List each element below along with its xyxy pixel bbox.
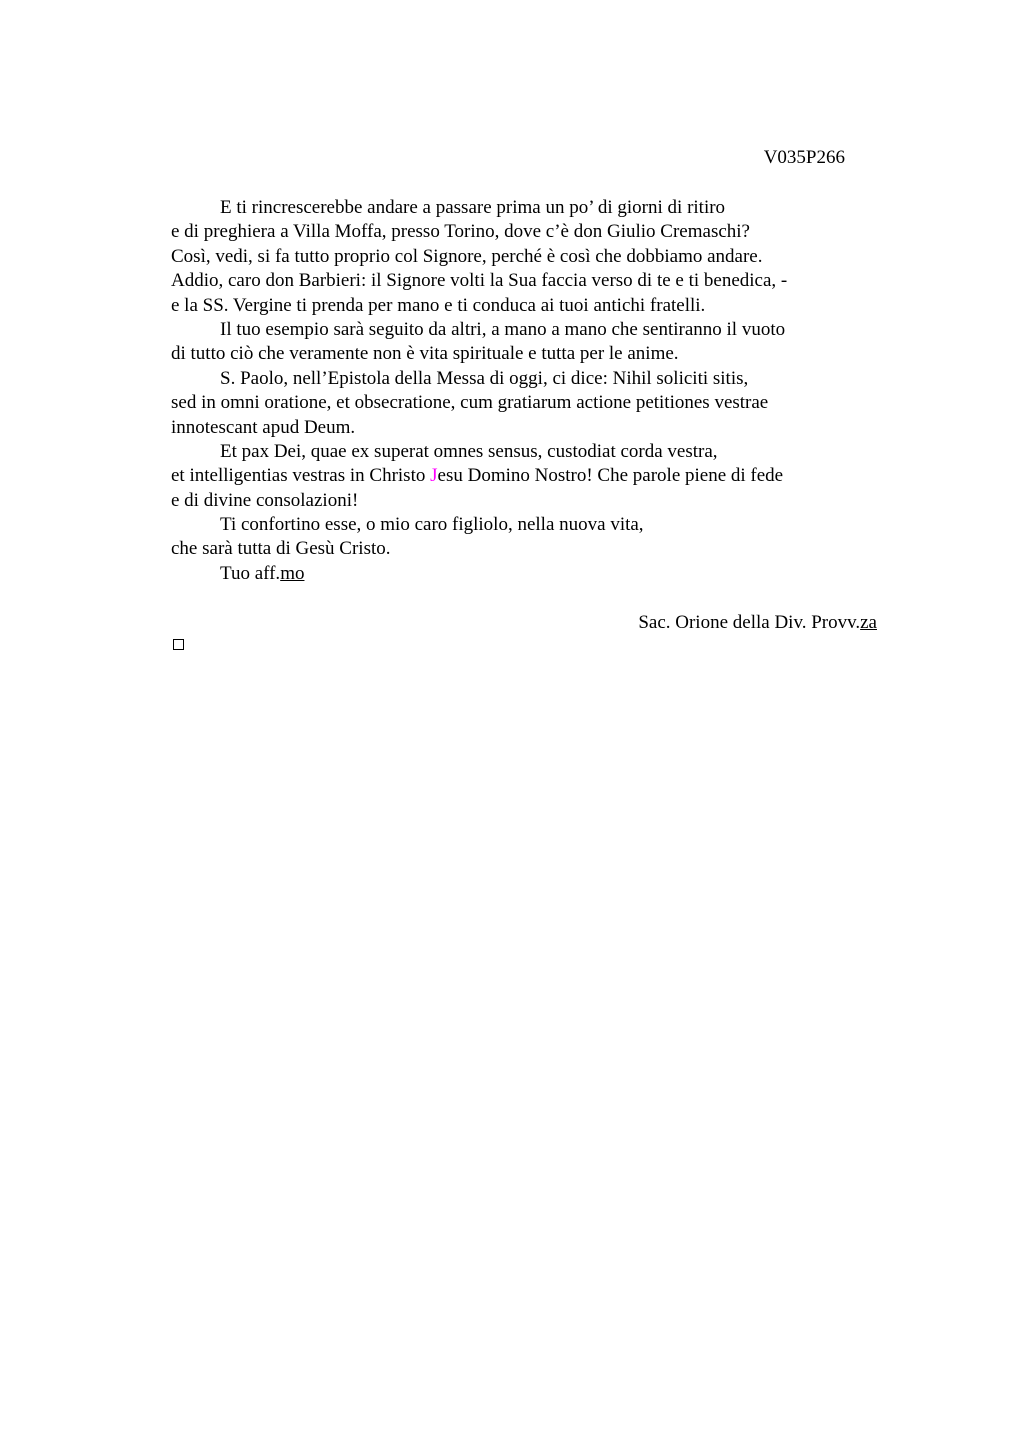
line-segment: esu Domino Nostro! Che parole piene di fede bbox=[437, 465, 784, 487]
letter-line: di tutto ciò che veramente non è vita spirituale e tutta per le anime. bbox=[171, 343, 679, 365]
line-segment: et intelligentias vestras in Christo bbox=[171, 465, 431, 487]
letter-body bbox=[171, 196, 871, 586]
page-id: V035P266 bbox=[763, 147, 845, 168]
letter-line: Ti confortino esse, o mio caro figliolo, nella nuova vita, bbox=[220, 514, 644, 536]
highlighted-letter: J bbox=[430, 465, 438, 487]
letter-line bbox=[171, 464, 871, 488]
closing-text: Tuo aff. bbox=[220, 562, 281, 584]
letter-line: Addio, caro don Barbieri: il Signore volti la Sua faccia verso di te e ti benedica, - bbox=[171, 270, 788, 292]
signature-abbrev: za bbox=[860, 612, 877, 633]
square-box-icon bbox=[173, 639, 184, 650]
letter-line: Così, vedi, si fa tutto proprio col Signore, perché è così che dobbiamo andare. bbox=[171, 245, 763, 267]
letter-line: Il tuo esempio sarà seguito da altri, a mano a mano che sentiranno il vuoto bbox=[220, 318, 786, 340]
letter-line: e la SS. Vergine ti prenda per mano e ti conduca ai tuoi antichi fratelli. bbox=[171, 294, 706, 316]
closing-abbrev: mo bbox=[280, 562, 305, 584]
signature bbox=[638, 611, 877, 635]
letter-line: e di divine consolazioni! bbox=[171, 489, 359, 511]
letter-line: Et pax Dei, quae ex superat omnes sensus, custodiat corda vestra, bbox=[220, 440, 718, 462]
letter-line: e di preghiera a Villa Moffa, presso Torino, dove c’è don Giulio Cremaschi? bbox=[171, 221, 750, 243]
letter-line: S. Paolo, nell’Epistola della Messa di oggi, ci dice: Nihil soliciti sitis, bbox=[220, 367, 749, 389]
letter-line: che sarà tutta di Gesù Cristo. bbox=[171, 538, 391, 560]
letter-line: innotescant apud Deum. bbox=[171, 416, 356, 438]
signature-text: Sac. Orione della Div. Provv. bbox=[638, 612, 861, 633]
closing-line bbox=[171, 562, 871, 586]
letter-line: E ti rincrescerebbe andare a passare prima un po’ di giorni di ritiro bbox=[220, 197, 726, 218]
letter-line: sed in omni oratione, et obsecratione, cum gratiarum actione petitiones vestrae bbox=[171, 392, 769, 414]
